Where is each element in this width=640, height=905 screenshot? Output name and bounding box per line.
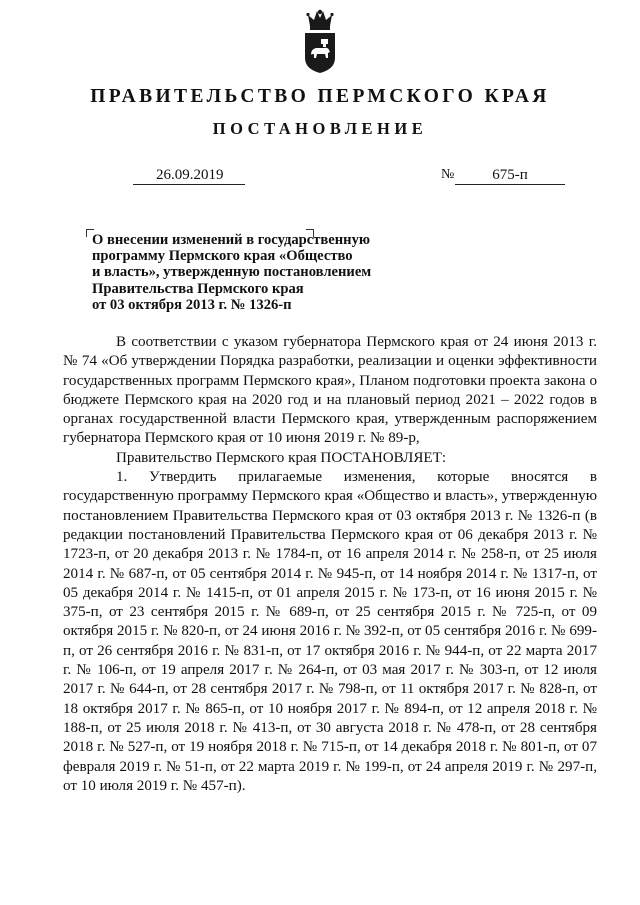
document-body [63,333,597,796]
government-title: ПРАВИТЕЛЬСТВО ПЕРМСКОГО КРАЯ [90,86,550,107]
document-subject: О внесении изменений в государственную программу Пермского края «Общество и власть», утвержденную постановлением Правительства Пермского края от 03 октября 2013 г. № 1326-п [92,232,372,313]
body-paragraph-preamble: В соответствии с указом губернатора Пермского края от 24 июня 2013 г. № 74 «Об утверждении Порядка разработки, реализации и оценки эффективности государственных программ Пермского края», Планом подготовки проекта закона о бюджете Пермского края на 2020 год и на плановый период 2021 – 2022 годов в органах государственной власти Пермского края, утвержденным распоряжением губернатора Пермского края от 10 июня 2019 г. № 89-р, [63,334,597,447]
body-paragraph-resolves: Правительство Пермского края ПОСТАНОВЛЯЕТ: [116,449,447,466]
document-date: 26.09.2019 [133,166,245,185]
number-sign: № [441,167,455,182]
body-paragraph-item-1: 1. Утвердить прилагаемые изменения, которые вносятся в государственную программу Пермского края «Общество и власть», утвержденную постановлением Правительства Пермского края от 03 октября 2013 г. № 1326-п (в редакции постановлений Правительства Пермского края от 06 декабря 2013 г. № 1723-п, от 20 декабря 2013 г. № 1784-п, от 16 апреля 2014 г. № 258-п, от 25 июля 2014 г. № 687-п, от 05 сентября 2014 г. № 945-п, от 14 ноября 2014 г. № 1317-п, от 05 декабря 2014 г. № 1415-п, от 01 апреля 2015 г. № 173-п, от 16 июня 2015 г. № 375-п, от 23 сентября 2015 г. № 689-п, от 25 сентября 2015 г. № 725-п, от 09 октября 2015 г. № 820-п, от 24 июня 2016 г. № 392-п, от 05 сентября 2016 г. № 699-п, от 26 сентября 2016 г. № 831-п, от 17 октября 2016 г. № 944-п, от 22 марта 2017 г. № 106-п, от 19 апреля 2017 г. № 264-п, от 03 мая 2017 г. № 303-п, от 12 июля 2017 г. № 644-п, от 28 сентября 2017 г. № 798-п, от 11 октября 2017 г. № 828-п, от 18 октября 2017 г. № 865-п, от 10 ноября 2017 г. № 894-п, от 12 апреля 2018 г. № 188-п, от 25 июля 2018 г. № 413-п, от 30 августа 2018 г. № 478-п, от 28 сентября 2018 г. № 527-п, от 19 ноября 2018 г. № 715-п, от 14 декабря 2018 г. № 801-п, от 07 февраля 2019 г. № 51-п, от 22 марта 2019 г. № 199-п, от 24 апреля 2019 г. № 297-п, от 10 июля 2019 г. № 457-п). [63,469,597,794]
document-number: 675-п [455,166,565,185]
perm-krai-coat-of-arms-icon [302,6,338,74]
document-type: ПОСТАНОВЛЕНИЕ [212,119,428,138]
